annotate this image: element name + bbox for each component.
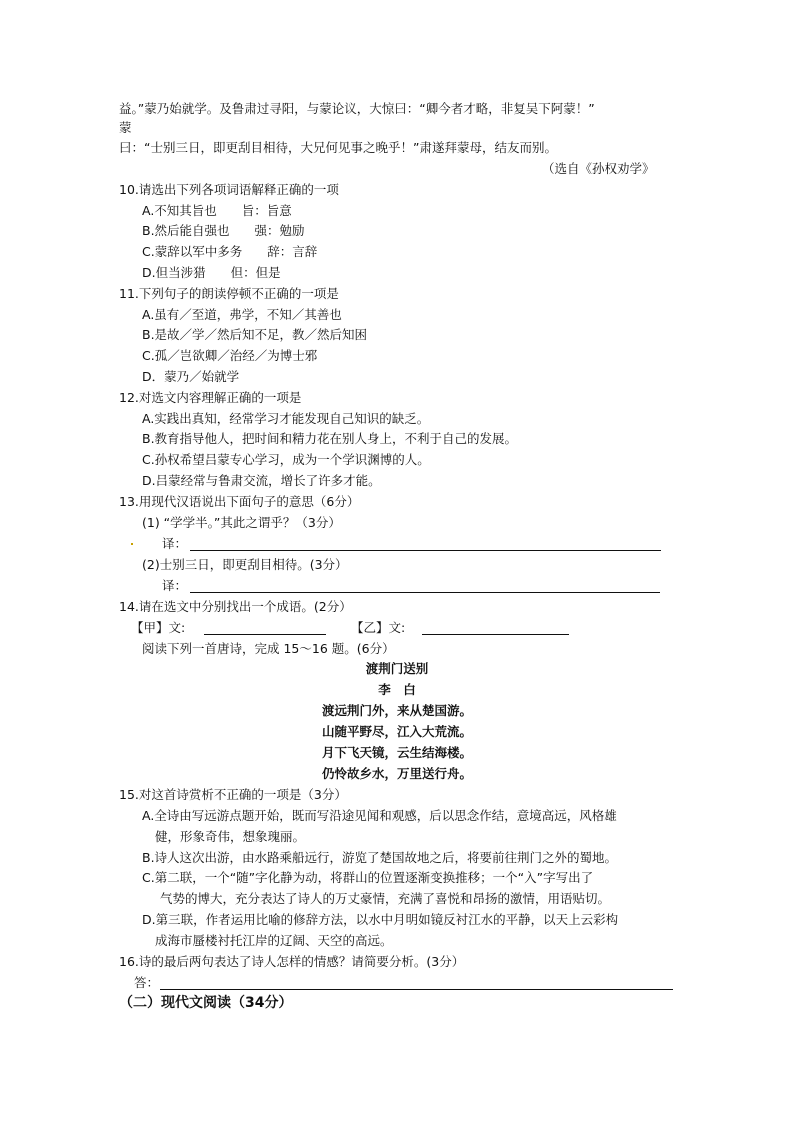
q12-option-c: C.孙权希望吕蒙专心学习，成为一个学识渊博的人。 xyxy=(142,452,430,467)
q12-option-b: B.教育指导他人，把时间和精力花在别人身上，不利于自己的发展。 xyxy=(142,431,518,446)
q15-option-a-line-1: A.全诗由写远游点题开始，既而写沿途见闻和观感，后以思念作结，意境高远，风格雄 xyxy=(142,808,617,823)
q16-answer-line[interactable] xyxy=(160,989,673,990)
poem-line-3: 月下飞天镜，云生结海楼。 xyxy=(321,745,472,760)
q11-option-a: A.虽有／至道，弗学，不知／其善也 xyxy=(142,307,342,322)
passage-line-1: 益。”蒙乃始就学。及鲁肃过寻阳，与蒙论议，大惊曰：“卿今者才略，非复吴下阿蒙！” xyxy=(119,101,595,116)
q10-option-c: C.蒙辞以军中多务 辞：言辞 xyxy=(142,244,318,259)
q14-yi-label: 【乙】文: xyxy=(351,620,406,635)
q15-stem: 15.对这首诗赏析不正确的一项是（3分） xyxy=(119,787,347,802)
poem-title: 渡荆门送别 xyxy=(365,661,429,676)
q15-option-d-line-1: D.第三联，作者运用比喻的修辞方法，以水中月明如镜反衬江水的平静，以天上云彩构 xyxy=(142,912,619,927)
q11-stem: 11.下列句子的朗读停顿不正确的一项是 xyxy=(119,286,339,301)
q14-yi-answer-line[interactable] xyxy=(422,634,569,635)
q14-stem: 14.请在选文中分别找出一个成语。(2分） xyxy=(119,599,352,614)
passage-source: （选自《孙权劝学》 xyxy=(542,161,655,176)
q13-translate-label-2: 译： xyxy=(162,578,188,593)
q15-option-d-line-2: 成海市蜃楼衬托江岸的辽阔、天空的高远。 xyxy=(155,933,393,948)
q12-stem: 12.对选文内容理解正确的一项是 xyxy=(119,390,302,405)
q11-option-c: C.孤／岂欲卿／治经／为博士邪 xyxy=(142,348,318,363)
q14-jia-label: 【甲】文: xyxy=(131,620,186,635)
passage-line-2: 蒙 xyxy=(119,120,132,135)
q11-option-b: B.是故／学／然后知不足，教／然后知困 xyxy=(142,327,368,342)
q13-answer-line-2[interactable] xyxy=(190,592,660,593)
q13-sub-1: (1) “学学半。”其此之谓乎？（3分） xyxy=(142,515,341,530)
q15-option-c-line-1: C.第二联，一个“随”字化静为动，将群山的位置逐渐变换推移；一个“入”字写出了 xyxy=(142,870,594,885)
poem-line-4: 仍怜故乡水，万里送行舟。 xyxy=(321,766,472,781)
q12-option-a: A.实践出真知，经常学习才能发现自己知识的缺乏。 xyxy=(142,411,430,426)
section-heading: （二）现代文阅读（34分） xyxy=(119,995,293,1011)
q10-option-a: A.不知其旨也 旨：旨意 xyxy=(142,203,292,218)
q14-jia-answer-line[interactable] xyxy=(204,634,326,635)
q13-answer-line-1[interactable] xyxy=(190,550,661,551)
passage-line-3: 曰：“士别三日，即更刮目相待，大兄何见事之晚乎！”肃遂拜蒙母，结友而别。 xyxy=(119,140,557,155)
q15-option-c-line-2: 气势的博大，充分表达了诗人的万丈豪情，充满了喜悦和昂扬的激情，用语贴切。 xyxy=(160,891,611,906)
q10-stem: 10.请选出下列各项词语解释正确的一项 xyxy=(119,182,339,197)
q10-option-d: D.但当涉猎 但：但是 xyxy=(142,265,281,280)
q13-stem: 13.用现代汉语说出下面句子的意思（6分） xyxy=(119,494,360,509)
poem-intro: 阅读下列一首唐诗，完成 15～16 题。(6分） xyxy=(142,641,395,656)
q13-sub-2: (2)士别三日，即更刮目相待。(3分） xyxy=(142,557,348,572)
q15-option-b: B.诗人这次出游，由水路乘船远行，游览了楚国故地之后，将要前往荆门之外的蜀地。 xyxy=(142,850,618,865)
poem-author: 李 白 xyxy=(378,682,416,697)
q11-option-d: D．蒙乃／始就学 xyxy=(142,369,240,384)
poem-line-2: 山随平野尽，江入大荒流。 xyxy=(321,724,472,739)
poem-line-1: 渡远荆门外，来从楚国游。 xyxy=(321,703,472,718)
q10-option-b: B.然后能自强也 强：勉励 xyxy=(142,223,305,238)
q13-translate-label-1: 译： xyxy=(162,536,188,551)
stray-dot xyxy=(131,543,133,545)
q12-option-d: D.吕蒙经常与鲁肃交流，增长了许多才能。 xyxy=(142,473,381,488)
q16-answer-label: 答： xyxy=(134,975,160,990)
q15-option-a-line-2: 健，形象奇伟，想象瑰丽。 xyxy=(155,829,306,844)
q16-stem: 16.诗的最后两句表达了诗人怎样的情感？请简要分析。(3分） xyxy=(119,954,465,969)
